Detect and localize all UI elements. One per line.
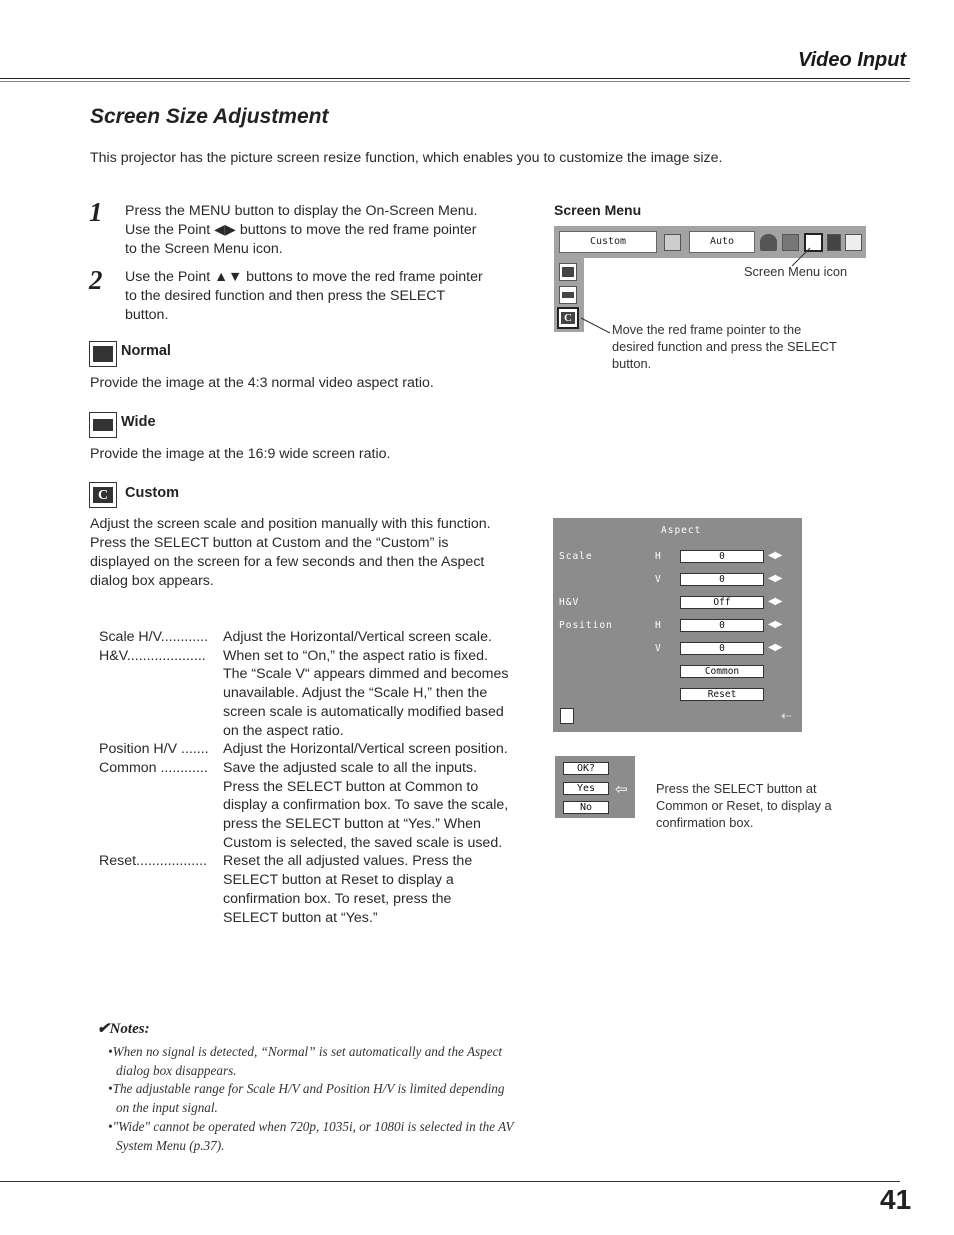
- scale-label: Scale: [559, 551, 593, 562]
- menu-box-custom: Custom: [559, 231, 657, 253]
- page-number: 41: [880, 1184, 912, 1215]
- reset-button[interactable]: Reset: [680, 688, 764, 701]
- custom-description: Adjust the screen scale and position manually with this function. Press the SELECT button at Custom and the “Custom” is displayed on the screen for a few seconds and then the Aspect dialog box appears.: [90, 516, 491, 589]
- position-v-arrows-icon[interactable]: ◀▶: [768, 642, 782, 653]
- definition-row: [99, 647, 509, 741]
- no-button[interactable]: No: [563, 801, 609, 814]
- notes-heading: ✔Notes:: [97, 1021, 150, 1037]
- normal-description: Provide the image at the 4:3 normal video aspect ratio.: [90, 375, 434, 391]
- definition-row: [99, 759, 509, 853]
- definition-text: Reset the all adjusted values. Press the SELECT button at Reset to display a confirmation box. To reset, press the SELECT button at “Yes.”: [223, 853, 473, 926]
- scale-v-arrows-icon[interactable]: ◀▶: [768, 573, 782, 584]
- custom-label: Custom: [125, 485, 179, 501]
- definition-text: When set to “On,” the aspect ratio is fixed. The “Scale V“ appears dimmed and becomes unavailable. Adjust the “Scale H,” then the screen scale is automatically modified based on the aspect ratio.: [223, 647, 509, 739]
- aspect-dialog: [553, 518, 802, 732]
- definition-term: Scale H/V............: [99, 629, 209, 645]
- note-item: •"Wide" cannot be operated when 720p, 1035i, or 1080i is selected in the AV System Menu (p.37).: [108, 1119, 514, 1153]
- definition-row: [99, 740, 509, 759]
- wide-label: Wide: [121, 414, 156, 430]
- note-item: •When no signal is detected, “Normal” is set automatically and the Aspect dialog box disappears.: [108, 1044, 503, 1078]
- section-header: Video Input: [798, 49, 907, 71]
- menu-box-auto: Auto: [689, 231, 755, 253]
- position-v-value[interactable]: 0: [680, 642, 764, 655]
- intro-text: This projector has the picture screen resize function, which enables you to customize the image size.: [90, 150, 723, 166]
- side-custom-letter: C: [561, 312, 575, 324]
- step-1-number: 1: [89, 197, 103, 227]
- scale-v-sub: V: [655, 574, 662, 585]
- ok-prompt: OK?: [563, 762, 609, 775]
- definition-term: Common ............: [99, 759, 208, 776]
- custom-screen-icon: [89, 482, 117, 508]
- step-2-text: Use the Point ▲▼ buttons to move the red frame pointer to the desired function and then press the SELECT button.: [125, 269, 483, 323]
- normal-label: Normal: [121, 343, 171, 359]
- wide-description: Provide the image at the 16:9 wide screen ratio.: [90, 446, 391, 462]
- position-h-arrows-icon[interactable]: ◀▶: [768, 619, 782, 630]
- scale-v-value[interactable]: 0: [680, 573, 764, 586]
- pointer-caption: Move the red frame pointer to the desired function and press the SELECT button.: [612, 322, 837, 372]
- page-title: Screen Size Adjustment: [90, 105, 329, 128]
- footer-rule: [0, 1181, 900, 1182]
- back-arrow-icon[interactable]: ⇠: [781, 708, 791, 723]
- screen-menu-heading: Screen Menu: [554, 202, 642, 218]
- definition-row: [99, 852, 509, 927]
- definition-text: Save the adjusted scale to all the inputs. Press the SELECT button at Common to display a confirmation box. To save the scale, press the SELECT button at “Yes.” When Custom is selected, the saved scale is used.: [223, 759, 509, 851]
- aspect-dialog-title: Aspect: [661, 525, 702, 536]
- scale-h-value[interactable]: 0: [680, 550, 764, 563]
- confirmation-box: [555, 756, 635, 818]
- common-button[interactable]: Common: [680, 665, 764, 678]
- custom-icon-letter: C: [93, 487, 113, 503]
- scale-h-sub: H: [655, 551, 662, 562]
- yes-button[interactable]: Yes: [563, 782, 609, 795]
- definition-list: [99, 628, 509, 927]
- scale-h-arrows-icon[interactable]: ◀▶: [768, 550, 782, 561]
- hv-label: H&V: [559, 597, 580, 608]
- hv-arrows-icon[interactable]: ◀▶: [768, 596, 782, 607]
- step-1-text: Press the MENU button to display the On-Screen Menu. Use the Point ◀▶ buttons to move the red frame pointer to the Screen Menu icon.: [125, 203, 478, 257]
- position-h-value[interactable]: 0: [680, 619, 764, 632]
- confirmation-caption: Press the SELECT button at Common or Reset, to display a confirmation box.: [656, 781, 832, 831]
- definition-text: Adjust the Horizontal/Vertical screen position.: [223, 741, 508, 758]
- definition-term: Position H/V .......: [99, 741, 209, 758]
- definition-row: [99, 628, 509, 647]
- definition-term: H&V....................: [99, 647, 206, 664]
- position-h-sub: H: [655, 620, 662, 631]
- definition-term: Reset..................: [99, 853, 208, 870]
- position-label: Position: [559, 620, 613, 631]
- definition-text: Adjust the Horizontal/Vertical screen scale.: [223, 629, 492, 645]
- step-2-number: 2: [89, 265, 103, 295]
- hv-value[interactable]: Off: [680, 596, 764, 609]
- exit-icon[interactable]: [560, 708, 574, 724]
- screen-menu-icon-caption: Screen Menu icon: [744, 264, 848, 279]
- note-item: •The adjustable range for Scale H/V and Position H/V is limited depending on the input signal.: [108, 1081, 505, 1115]
- position-v-sub: V: [655, 643, 662, 654]
- selection-pointer-icon: ⇦: [615, 781, 628, 798]
- wide-screen-icon: [89, 412, 117, 438]
